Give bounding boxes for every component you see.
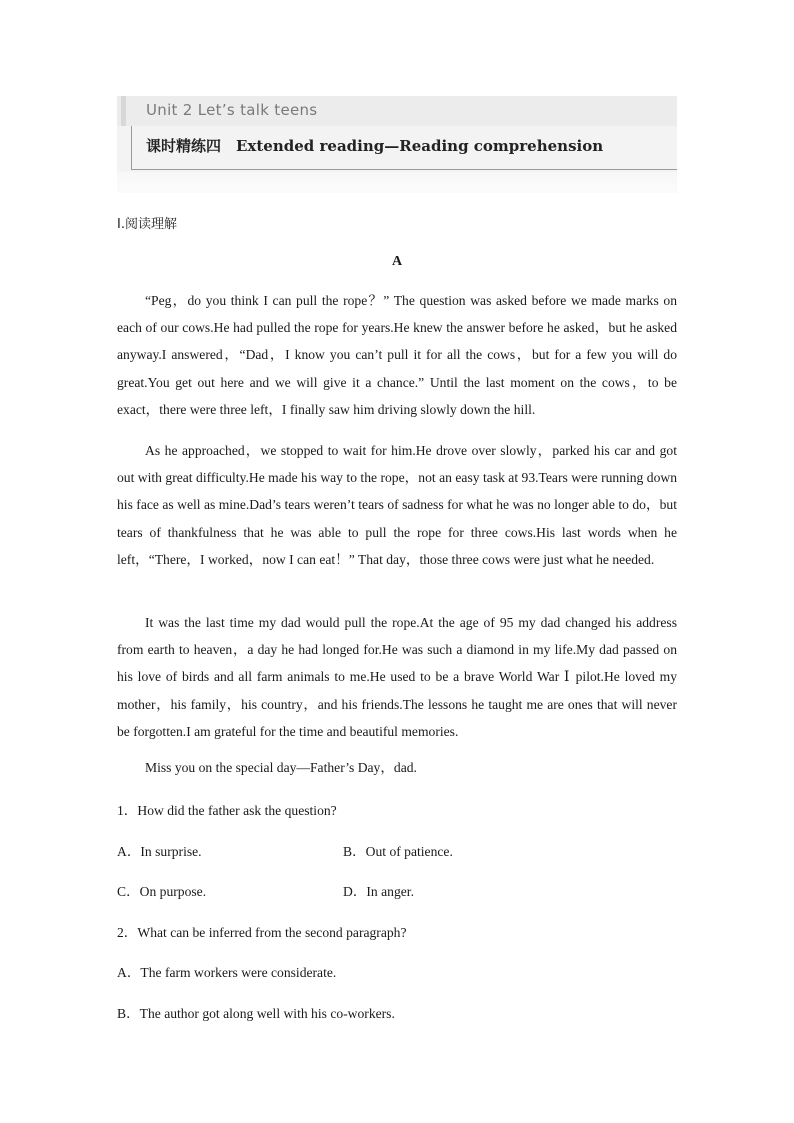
section-label: Ⅰ.阅读理解 bbox=[117, 217, 177, 232]
unit-title: Unit 2 Let’s talk teens bbox=[146, 101, 318, 119]
passage-title: A bbox=[391, 254, 403, 269]
question-2-option-a: A．The farm workers were considerate. bbox=[117, 965, 337, 980]
passage-paragraph-2: As he approached，we stopped to wait for him.He drove over slowly，parked his car and got out with great difficulty.He made his way to the rope，not an easy task at 93.Tears were running down his face as well as mine.Dad’s tears weren’t tears of sadness for what he was no longer able to do，but tears of thankfulness that he was able to pull the rope for three cows.His last words when he left，“There，I worked，now I can eat！” That day，those three cows were just what he needed. bbox=[117, 443, 677, 567]
header-divider-vertical bbox=[131, 126, 132, 170]
passage-paragraph-3: It was the last time my dad would pull the rope.At the age of 95 my dad changed his address from earth to heaven，a day he had longed for.He was such a diamond in my life.My dad passed on his love of birds and all farm animals to me.He used to be a brave World War Ⅰ pilot.He loved my mother，his family，his country，and his friends.The lessons he taught me are ones that will never be forgotten.I am grateful for the time and beautiful memories. bbox=[117, 615, 677, 739]
lesson-title: 课时精练四 Extended reading—Reading comprehension bbox=[146, 137, 604, 155]
passage-closing-line: Miss you on the special day—Father’s Day，dad. bbox=[145, 760, 417, 775]
question-1-stem: 1．How did the father ask the question? bbox=[117, 803, 337, 818]
question-2-stem: 2．What can be inferred from the second paragraph? bbox=[117, 925, 407, 940]
header-divider-horizontal bbox=[131, 169, 677, 170]
passage-paragraph-1: “Peg，do you think I can pull the rope？” The question was asked before we made marks on each of our cows.He had pulled the rope for years.He knew the answer before he asked，but he asked anyway.I answered，“Dad，I know you can’t pull it for all the cows，but for a few you will do great.You get out here and we will give it a chance.” Until the last moment on the cows，to be exact，there were three left，I finally saw him driving slowly down the hill. bbox=[117, 293, 677, 417]
question-1-option-d: D．In anger. bbox=[343, 884, 414, 899]
question-1-option-a: A．In surprise. bbox=[117, 844, 202, 859]
question-1-option-c: C．On purpose. bbox=[117, 884, 207, 899]
question-2-option-b: B．The author got along well with his co-workers. bbox=[117, 1006, 395, 1021]
question-1-option-b: B．Out of patience. bbox=[343, 844, 453, 859]
header-accent-bar bbox=[121, 96, 126, 126]
